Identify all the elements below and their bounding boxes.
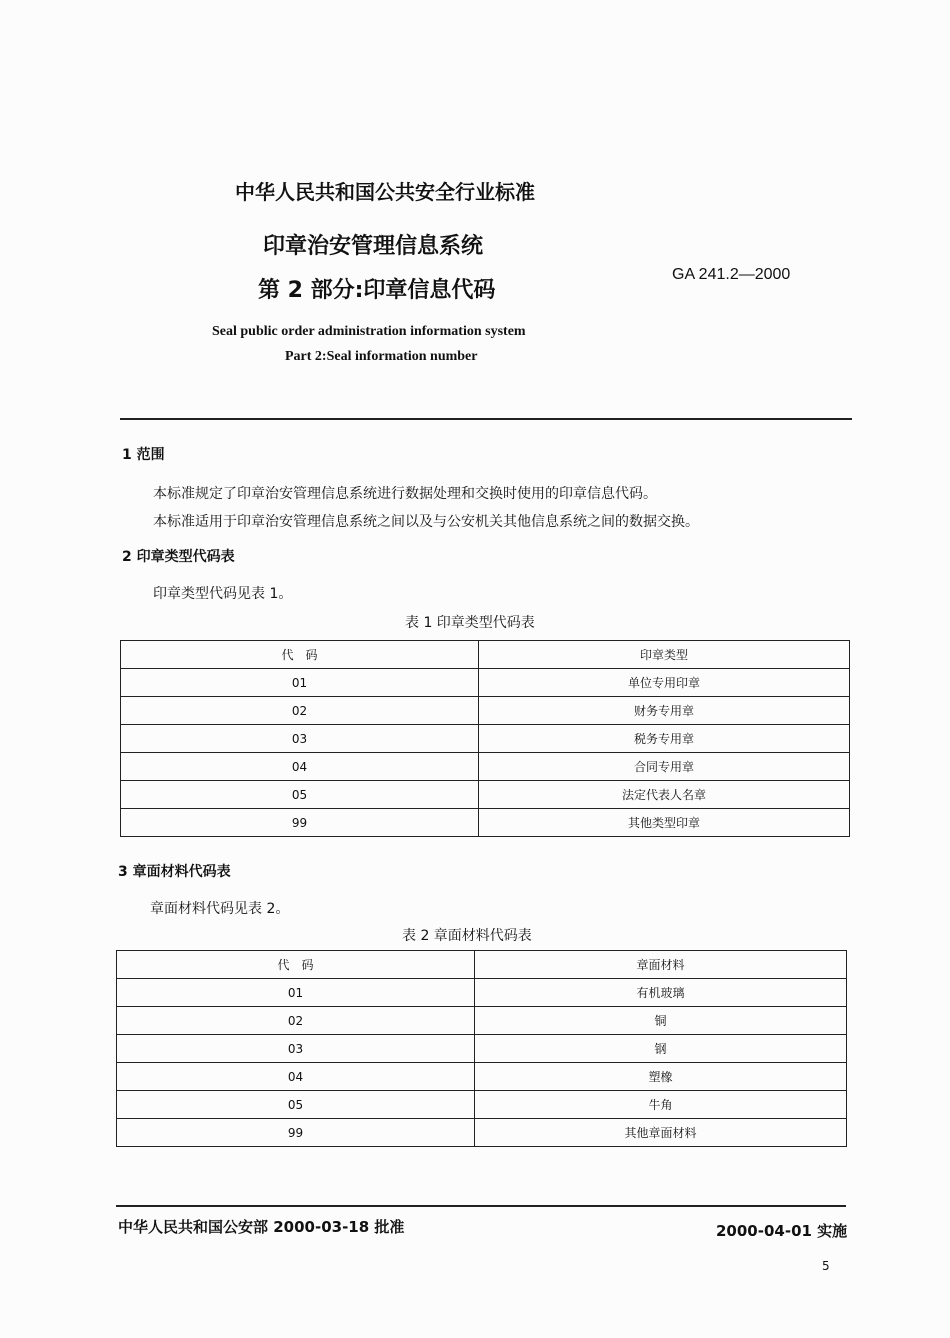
cell-value: 合同专用章: [479, 753, 850, 781]
section2-intro: 印章类型代码见表 1。: [153, 586, 293, 602]
table-header-row: [117, 951, 847, 979]
table-row: [121, 781, 850, 809]
standard-code: GA 241.2—2000: [672, 266, 791, 283]
cell-value: 塑橡: [475, 1063, 847, 1091]
cell-value: 其他章面材料: [475, 1119, 847, 1147]
cell-code: 05: [121, 781, 479, 809]
cell-value: 牛角: [475, 1091, 847, 1119]
issuer: 中华人民共和国公共安全行业标准: [235, 180, 535, 204]
header-rule: [120, 418, 852, 420]
cell-code: 04: [117, 1063, 475, 1091]
cell-code: 02: [117, 1007, 475, 1035]
title-line1: 印章治安管理信息系统: [263, 234, 484, 259]
cell-value: 有机玻璃: [475, 979, 847, 1007]
english-title-line2: Part 2:Seal information number: [285, 349, 478, 364]
table1-caption: 表 1 印章类型代码表: [405, 615, 535, 631]
header-material: 章面材料: [475, 951, 847, 979]
cell-code: 01: [117, 979, 475, 1007]
cell-code: 03: [121, 725, 479, 753]
cell-code: 03: [117, 1035, 475, 1063]
effective-date: 2000-04-01 实施: [716, 1222, 848, 1240]
cell-code: 99: [121, 809, 479, 837]
cell-value: 其他类型印章: [479, 809, 850, 837]
cell-code: 02: [121, 697, 479, 725]
table-row: [121, 753, 850, 781]
title-line2: 第 2 部分:印章信息代码: [258, 278, 496, 303]
section1-paragraph: 本标准规定了印章治安管理信息系统进行数据处理和交换时使用的印章信息代码。: [153, 486, 657, 502]
cell-value: 财务专用章: [479, 697, 850, 725]
table-row: [117, 1119, 847, 1147]
header-seal-type: 印章类型: [479, 641, 850, 669]
cell-value: 法定代表人名章: [479, 781, 850, 809]
table2-caption: 表 2 章面材料代码表: [402, 928, 532, 944]
table-row: [117, 1091, 847, 1119]
section3-intro: 章面材料代码见表 2。: [150, 901, 290, 917]
cell-code: 01: [121, 669, 479, 697]
page-number: 5: [822, 1259, 830, 1273]
table-row: [121, 725, 850, 753]
header-code: 代 码: [121, 641, 479, 669]
table2-materials: [116, 950, 847, 1147]
table-row: [117, 979, 847, 1007]
header-code: 代 码: [117, 951, 475, 979]
table1-seal-types: [120, 640, 850, 837]
footer-rule: [116, 1205, 846, 1207]
table-row: [121, 809, 850, 837]
cell-code: 05: [117, 1091, 475, 1119]
section2-heading: 2 印章类型代码表: [122, 549, 235, 565]
table-row: [121, 669, 850, 697]
table-row: [121, 697, 850, 725]
table-row: [117, 1035, 847, 1063]
table-row: [117, 1063, 847, 1091]
cell-value: 税务专用章: [479, 725, 850, 753]
cell-code: 99: [117, 1119, 475, 1147]
section3-heading: 3 章面材料代码表: [118, 864, 231, 880]
english-title-line1: Seal public order administration information system: [212, 324, 526, 339]
cell-code: 04: [121, 753, 479, 781]
approval-date: 中华人民共和国公安部 2000-03-18 批准: [118, 1218, 405, 1236]
table-header-row: [121, 641, 850, 669]
cell-value: 铜: [475, 1007, 847, 1035]
cell-value: 单位专用印章: [479, 669, 850, 697]
section1-heading: 1 范围: [122, 447, 165, 463]
section1-paragraph: 本标准适用于印章治安管理信息系统之间以及与公安机关其他信息系统之间的数据交换。: [153, 514, 699, 530]
table-row: [117, 1007, 847, 1035]
cell-value: 钢: [475, 1035, 847, 1063]
